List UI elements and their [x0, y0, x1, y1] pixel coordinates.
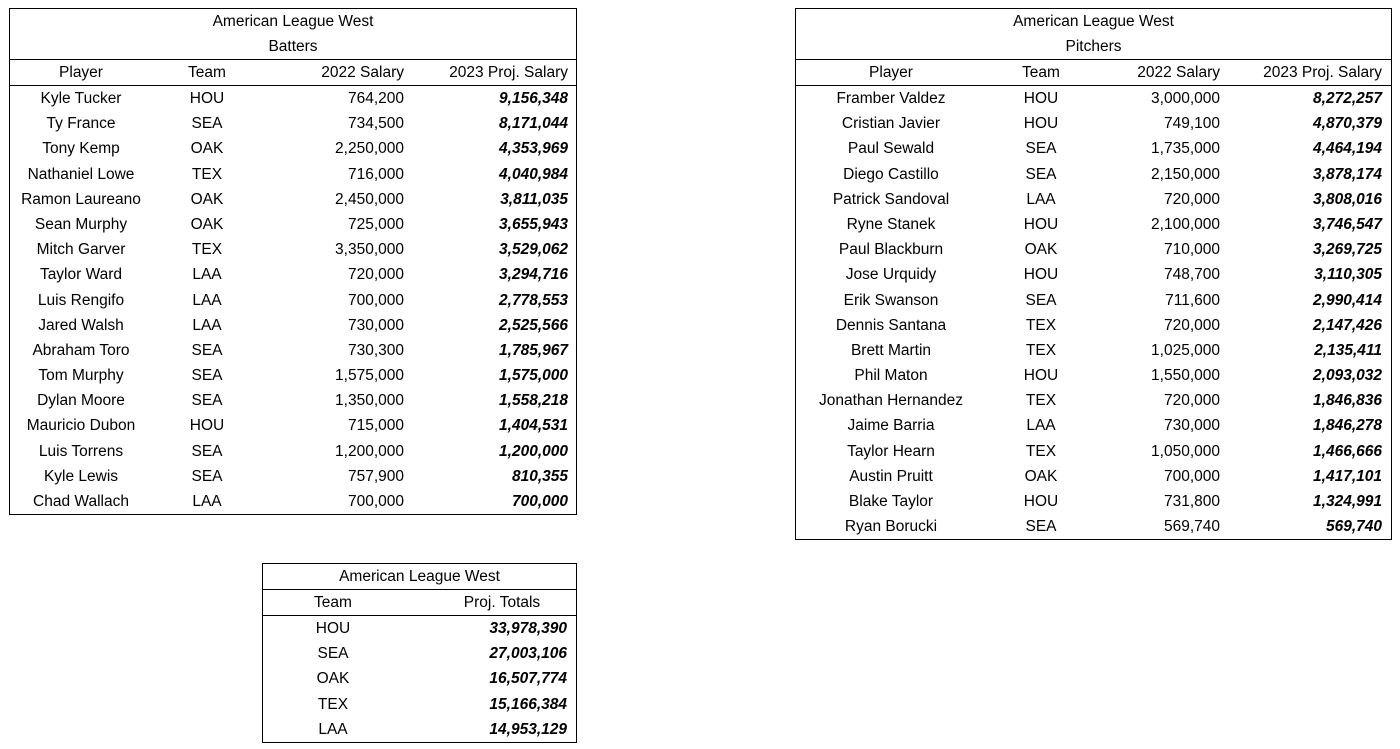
team-code: OAK [190, 140, 224, 158]
salary-2022: 700,000 [1163, 467, 1220, 485]
table-row [263, 616, 576, 641]
table-row [796, 413, 1391, 438]
team-code: OAK [190, 190, 224, 208]
team-code: TEX [1025, 316, 1057, 334]
team-code: LAA [318, 720, 348, 738]
pitchers-title-block [796, 9, 1391, 60]
team-code: TEX [1025, 442, 1057, 460]
table-row [796, 111, 1391, 136]
team-code: SEA [1025, 518, 1057, 536]
proj-total: 27,003,106 [489, 645, 567, 663]
salary-2022: 700,000 [347, 291, 404, 309]
proj-salary-2023: 1,324,991 [1313, 493, 1382, 510]
col-header-2022-salary: 2022 Salary [321, 64, 404, 81]
proj-salary-2023: 2,990,414 [1313, 291, 1382, 309]
team-code: HOU [1023, 90, 1059, 107]
salary-2022: 715,000 [347, 417, 404, 435]
pitchers-subtitle: Pitchers [1065, 38, 1122, 55]
salary-2022: 720,000 [1163, 392, 1220, 410]
team-code: LAA [192, 493, 222, 510]
pitchers-rows [796, 86, 1391, 539]
table-row [10, 489, 576, 514]
proj-salary-2023: 3,878,174 [1313, 165, 1382, 183]
proj-salary-2023: 3,269,725 [1313, 241, 1382, 259]
proj-salary-2023: 2,135,411 [1314, 341, 1382, 359]
player-name: Kyle Tucker [40, 90, 122, 107]
proj-salary-2023: 1,404,531 [499, 417, 568, 435]
proj-salary-2023: 4,040,984 [499, 165, 568, 183]
totals-header-row [263, 590, 576, 616]
col-header-2023-proj-salary: 2023 Proj. Salary [1263, 64, 1382, 81]
player-name: Jaime Barria [847, 417, 935, 435]
player-name: Erik Swanson [843, 291, 939, 309]
table-row [796, 86, 1391, 111]
team-code: SEA [317, 645, 349, 663]
player-name: Cristian Javier [841, 115, 941, 133]
salary-2022: 1,575,000 [335, 367, 404, 385]
table-row [796, 262, 1391, 287]
player-name: Chad Wallach [33, 493, 129, 510]
player-name: Taylor Ward [39, 266, 123, 284]
team-code: HOU [1023, 367, 1059, 385]
player-name: Ty France [46, 115, 116, 133]
salary-2022: 1,050,000 [1151, 442, 1220, 460]
player-name: Dennis Santana [835, 316, 947, 334]
totals-rows [263, 616, 576, 742]
proj-salary-2023: 569,740 [1325, 518, 1382, 536]
salary-2022: 731,800 [1163, 493, 1220, 510]
salary-2022: 2,250,000 [335, 140, 404, 158]
player-name: Sean Murphy [34, 215, 128, 233]
table-row [263, 666, 576, 691]
table-row [10, 237, 576, 262]
team-code: SEA [191, 467, 223, 485]
proj-salary-2023: 810,355 [511, 467, 568, 485]
salary-2022: 720,000 [1163, 190, 1220, 208]
player-name: Ryan Borucki [844, 518, 938, 536]
table-row [796, 237, 1391, 262]
player-name: Paul Blackburn [838, 241, 944, 259]
table-row [10, 363, 576, 388]
salary-2022: 1,550,000 [1151, 367, 1220, 385]
team-code: TEX [1025, 341, 1057, 359]
pitchers-title: American League West [1013, 13, 1174, 30]
salary-2022: 2,100,000 [1151, 215, 1220, 233]
salary-2022: 730,000 [347, 316, 404, 334]
table-row [796, 313, 1391, 338]
team-code: OAK [190, 215, 224, 233]
table-row [796, 338, 1391, 363]
team-code: SEA [191, 341, 223, 359]
table-row [10, 338, 576, 363]
salary-2022: 725,000 [347, 215, 404, 233]
proj-salary-2023: 8,272,257 [1313, 90, 1382, 107]
team-code: TEX [191, 165, 223, 183]
table-row [10, 162, 576, 187]
proj-salary-2023: 1,200,000 [499, 442, 568, 460]
player-name: Mauricio Dubon [26, 417, 136, 435]
player-name: Paul Sewald [847, 140, 935, 158]
team-code: HOU [189, 90, 225, 107]
salary-2022: 3,350,000 [335, 241, 404, 259]
table-row [10, 288, 576, 313]
proj-salary-2023: 2,525,566 [499, 316, 568, 334]
salary-2022: 710,000 [1163, 241, 1220, 259]
player-name: Jose Urquidy [845, 266, 937, 284]
salary-2022: 748,700 [1163, 266, 1220, 284]
proj-salary-2023: 4,464,194 [1313, 140, 1382, 158]
team-code: HOU [1023, 266, 1059, 284]
player-name: Tony Kemp [42, 140, 120, 158]
player-name: Luis Torrens [38, 442, 124, 460]
table-row [263, 717, 576, 742]
table-row [796, 212, 1391, 237]
table-row [10, 187, 576, 212]
proj-total: 16,507,774 [489, 670, 567, 688]
player-name: Luis Rengifo [37, 291, 125, 309]
table-row [796, 162, 1391, 187]
team-code: TEX [317, 695, 349, 713]
salary-2022: 700,000 [347, 493, 404, 510]
salary-2022: 749,100 [1163, 115, 1220, 133]
table-row [263, 692, 576, 717]
table-row [10, 439, 576, 464]
salary-2022: 569,740 [1163, 518, 1220, 536]
proj-salary-2023: 3,746,547 [1313, 215, 1382, 233]
player-name: Dylan Moore [37, 392, 125, 410]
col-header-team: Team [188, 64, 226, 81]
salary-2022: 764,200 [347, 90, 404, 107]
salary-2022: 720,000 [1163, 316, 1220, 334]
team-code: LAA [1026, 190, 1056, 208]
proj-salary-2023: 3,294,716 [499, 266, 568, 284]
team-code: HOU [315, 620, 351, 637]
salary-2022: 3,000,000 [1151, 90, 1220, 107]
proj-salary-2023: 3,655,943 [499, 215, 568, 233]
team-code: SEA [1025, 291, 1057, 309]
batters-table [9, 8, 577, 515]
proj-salary-2023: 2,147,426 [1313, 316, 1382, 334]
team-code: SEA [1025, 165, 1057, 183]
team-code: LAA [192, 266, 222, 284]
salary-2022: 1,200,000 [335, 442, 404, 460]
totals-title: American League West [263, 564, 576, 590]
proj-salary-2023: 2,093,032 [1313, 367, 1382, 385]
table-row [796, 363, 1391, 388]
col-header-team: Team [1022, 64, 1060, 81]
player-name: Austin Pruitt [849, 467, 933, 485]
col-header-team: Team [314, 594, 352, 611]
salary-2022: 711,600 [1165, 291, 1220, 309]
salary-2022: 730,000 [1163, 417, 1220, 435]
player-name: Diego Castillo [843, 165, 939, 183]
proj-total: 15,166,384 [489, 695, 567, 713]
batters-rows [10, 86, 576, 514]
team-code: SEA [191, 392, 223, 410]
team-code: SEA [191, 367, 223, 385]
team-code: HOU [1023, 493, 1059, 510]
table-row [10, 313, 576, 338]
table-row [796, 187, 1391, 212]
player-name: Patrick Sandoval [832, 190, 950, 208]
totals-table [262, 563, 577, 743]
table-row [10, 86, 576, 111]
table-row [263, 641, 576, 666]
team-code: OAK [1024, 467, 1058, 485]
player-name: Tom Murphy [38, 367, 124, 385]
salary-2022: 2,450,000 [335, 190, 404, 208]
proj-salary-2023: 1,846,278 [1313, 417, 1382, 435]
player-name: Brett Martin [850, 341, 932, 359]
pitchers-header-row [796, 60, 1391, 86]
proj-salary-2023: 8,171,044 [499, 115, 568, 133]
player-name: Kyle Lewis [43, 467, 119, 485]
proj-salary-2023: 3,808,016 [1313, 190, 1382, 208]
table-row [796, 136, 1391, 161]
team-code: LAA [192, 316, 222, 334]
salary-2022: 1,735,000 [1151, 140, 1220, 158]
player-name: Blake Taylor [848, 493, 934, 510]
proj-salary-2023: 3,529,062 [499, 241, 568, 259]
table-row [796, 464, 1391, 489]
salary-2022: 1,025,000 [1151, 341, 1220, 359]
col-header-player: Player [59, 64, 103, 81]
table-row [796, 288, 1391, 313]
table-row [10, 111, 576, 136]
proj-total: 14,953,129 [489, 720, 567, 738]
col-header-player: Player [869, 64, 913, 81]
batters-title-block [10, 9, 576, 60]
player-name: Nathaniel Lowe [27, 165, 135, 183]
proj-salary-2023: 1,785,967 [499, 341, 568, 359]
proj-salary-2023: 3,110,305 [1314, 266, 1382, 284]
col-header-proj-totals: Proj. Totals [463, 594, 541, 611]
player-name: Mitch Garver [36, 241, 126, 259]
proj-salary-2023: 4,870,379 [1313, 115, 1382, 133]
table-row [10, 388, 576, 413]
proj-salary-2023: 1,417,101 [1313, 467, 1382, 485]
proj-salary-2023: 3,811,035 [500, 190, 568, 208]
table-row [10, 212, 576, 237]
batters-subtitle: Batters [268, 38, 318, 55]
player-name: Ramon Laureano [21, 190, 141, 208]
salary-2022: 734,500 [347, 115, 404, 133]
salary-2022: 1,350,000 [335, 392, 404, 410]
proj-salary-2023: 1,575,000 [499, 367, 568, 385]
player-name: Abraham Toro [32, 341, 130, 359]
team-code: SEA [191, 442, 223, 460]
table-row [10, 262, 576, 287]
proj-salary-2023: 9,156,348 [499, 90, 568, 107]
team-code: HOU [1023, 215, 1059, 233]
team-code: TEX [191, 241, 223, 259]
proj-salary-2023: 700,000 [511, 493, 568, 510]
proj-salary-2023: 1,466,666 [1313, 442, 1382, 460]
team-code: TEX [1025, 392, 1057, 410]
table-row [10, 413, 576, 438]
team-code: LAA [1026, 417, 1056, 435]
proj-salary-2023: 1,558,218 [499, 392, 568, 410]
team-code: HOU [1023, 115, 1059, 133]
table-row [10, 464, 576, 489]
salary-2022: 2,150,000 [1151, 165, 1220, 183]
salary-2022: 716,000 [347, 165, 404, 183]
player-name: Jared Walsh [38, 316, 124, 334]
team-code: SEA [1025, 140, 1057, 158]
table-row [796, 439, 1391, 464]
proj-salary-2023: 1,846,836 [1313, 392, 1382, 410]
proj-salary-2023: 4,353,969 [499, 140, 568, 158]
player-name: Framber Valdez [836, 90, 946, 107]
salary-2022: 720,000 [347, 266, 404, 284]
table-row [10, 136, 576, 161]
batters-title: American League West [212, 13, 374, 30]
proj-total: 33,978,390 [489, 620, 567, 637]
player-name: Jonathan Hernandez [819, 392, 963, 410]
team-code: OAK [1024, 241, 1058, 259]
player-name: Phil Maton [854, 367, 928, 385]
player-name: Ryne Stanek [846, 215, 936, 233]
col-header-2023-proj-salary: 2023 Proj. Salary [449, 64, 568, 81]
table-row [796, 388, 1391, 413]
table-row [796, 514, 1391, 539]
salary-2022: 730,300 [347, 341, 404, 359]
team-code: OAK [316, 670, 350, 688]
col-header-2022-salary: 2022 Salary [1137, 64, 1220, 81]
team-code: LAA [192, 291, 222, 309]
table-row [796, 489, 1391, 514]
batters-header-row [10, 60, 576, 86]
team-code: HOU [189, 417, 225, 435]
team-code: SEA [191, 115, 223, 133]
pitchers-table [795, 8, 1392, 540]
salary-2022: 757,900 [347, 467, 404, 485]
proj-salary-2023: 2,778,553 [499, 291, 568, 309]
player-name: Taylor Hearn [847, 442, 935, 460]
